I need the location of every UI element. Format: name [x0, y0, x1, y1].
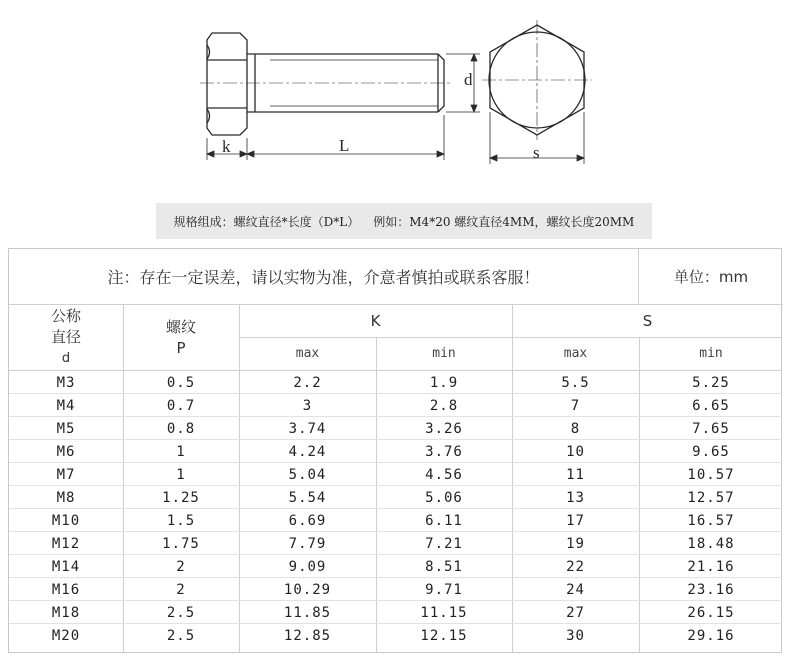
table-cell: 11.85 [283, 604, 332, 621]
table-cell: 5.5 [561, 374, 590, 391]
table-cell: 1.9 [429, 374, 459, 391]
table-cell: 10.29 [283, 581, 332, 598]
table-cell: 12.15 [420, 627, 468, 644]
table-cell: 1.5 [166, 512, 196, 529]
table-cell: 5.25 [692, 374, 730, 391]
spec-composition-bar [156, 203, 652, 239]
table-cell: 8 [570, 420, 581, 437]
header-k: K [370, 311, 381, 330]
header-s: S [642, 311, 653, 330]
table-cell: 7.65 [692, 420, 730, 437]
table-cell: 3.74 [288, 420, 327, 437]
table-cell: 3.76 [425, 443, 463, 460]
table-cell: M16 [51, 581, 81, 598]
table-cell: 2.5 [166, 627, 196, 644]
table-cell: 23.16 [687, 581, 735, 598]
table-cell: 1.25 [162, 489, 200, 506]
table-cell: 7 [570, 397, 581, 414]
table-unit: 单位：mm [639, 249, 783, 305]
table-cell: 2.5 [166, 604, 196, 621]
table-cell: M8 [56, 489, 76, 506]
table-cell: 0.7 [166, 397, 196, 414]
table-cell: 6.69 [288, 512, 327, 529]
dimension-k-L [207, 115, 444, 160]
table-cell: 9.09 [288, 558, 327, 575]
table-cell: 4.24 [288, 443, 327, 460]
table-cell: 10 [566, 443, 585, 460]
label-s: s [533, 143, 540, 162]
table-cell: 5.04 [288, 466, 327, 483]
header-nominal-line1: 公称 [50, 307, 81, 325]
header-nominal-line3: d [61, 351, 71, 366]
table-cell: 2.2 [293, 374, 322, 391]
table-cell: 2.8 [429, 397, 459, 414]
dimension-d [446, 54, 480, 112]
dimensions-table [8, 248, 782, 653]
table-cell: 5.54 [288, 489, 327, 506]
table-cell: 3.26 [425, 420, 463, 437]
table-cell: 13 [566, 489, 585, 506]
spec-example-text: 例如：M4*20 螺纹直径4MM，螺纹长度20MM [373, 214, 635, 229]
header-s-min: min [699, 346, 723, 361]
bolt-end-view [482, 20, 592, 140]
table-cell: M6 [56, 443, 76, 460]
table-cell: 11 [566, 466, 585, 483]
table-cell: 12.57 [687, 489, 735, 506]
table-cell: 9.71 [425, 581, 463, 598]
table-note: 注：存在一定误差，请以实物为准，介意者慎拍或联系客服！ [9, 249, 639, 305]
table-cell: 27 [566, 604, 585, 621]
table-cell: 3 [302, 397, 313, 414]
table-cell: 22 [566, 558, 585, 575]
table-cell: 9.65 [692, 443, 730, 460]
header-nominal-diameter [9, 305, 123, 370]
header-nominal-line2: 直径 [50, 328, 81, 346]
table-cell: 1 [176, 466, 186, 483]
table-cell: 21.16 [687, 558, 735, 575]
table-cell: 6.65 [692, 397, 730, 414]
table-cell: M10 [51, 512, 81, 529]
table-cell: 6.11 [425, 512, 463, 529]
table-cell: M4 [56, 397, 76, 414]
table-cell: 0.8 [166, 420, 196, 437]
label-k: k [222, 137, 231, 156]
header-thread-pitch [123, 305, 239, 370]
table-cell: 29.16 [687, 627, 735, 644]
header-pitch-line2: P [176, 338, 186, 357]
spec-composition-text: 规格组成：螺纹直径*长度（D*L） [173, 214, 360, 229]
table-cell: M14 [51, 558, 81, 575]
table-cell: 2 [176, 558, 186, 575]
hex-bolt-drawing [0, 0, 790, 200]
table-cell: 1 [176, 443, 186, 460]
table-cell: 5.06 [425, 489, 463, 506]
table-cell: M12 [51, 535, 81, 552]
table-cell: M20 [51, 627, 81, 644]
table-cell: 1.75 [162, 535, 200, 552]
header-k-max: max [295, 346, 320, 361]
header-k-min: min [432, 346, 456, 361]
table-cell: M5 [56, 420, 76, 437]
header-s-max: max [563, 346, 588, 361]
table-cell: 12.85 [283, 627, 332, 644]
table-cell: 24 [566, 581, 585, 598]
table-cell: 18.48 [687, 535, 735, 552]
table-cell: M18 [51, 604, 81, 621]
bolt-head-side-view [207, 33, 247, 135]
label-L: L [339, 136, 350, 155]
table-cell: 11.15 [420, 604, 468, 621]
table-cell: 7.21 [425, 535, 463, 552]
table-cell: 16.57 [687, 512, 735, 529]
label-d: d [464, 70, 473, 89]
table-cell: 19 [566, 535, 585, 552]
table-cell: 8.51 [425, 558, 463, 575]
table-cell: M7 [56, 466, 76, 483]
table-cell: 26.15 [687, 604, 735, 621]
table-cell: 17 [566, 512, 585, 529]
table-cell: 10.57 [687, 466, 735, 483]
table-cell: M3 [56, 374, 76, 391]
table-cell: 30 [566, 627, 585, 644]
table-cell: 4.56 [425, 466, 463, 483]
table-cell: 7.79 [288, 535, 327, 552]
header-pitch-line1: 螺纹 [165, 317, 196, 336]
table-cell: 2 [176, 581, 186, 598]
table-cell: 0.5 [166, 374, 196, 391]
